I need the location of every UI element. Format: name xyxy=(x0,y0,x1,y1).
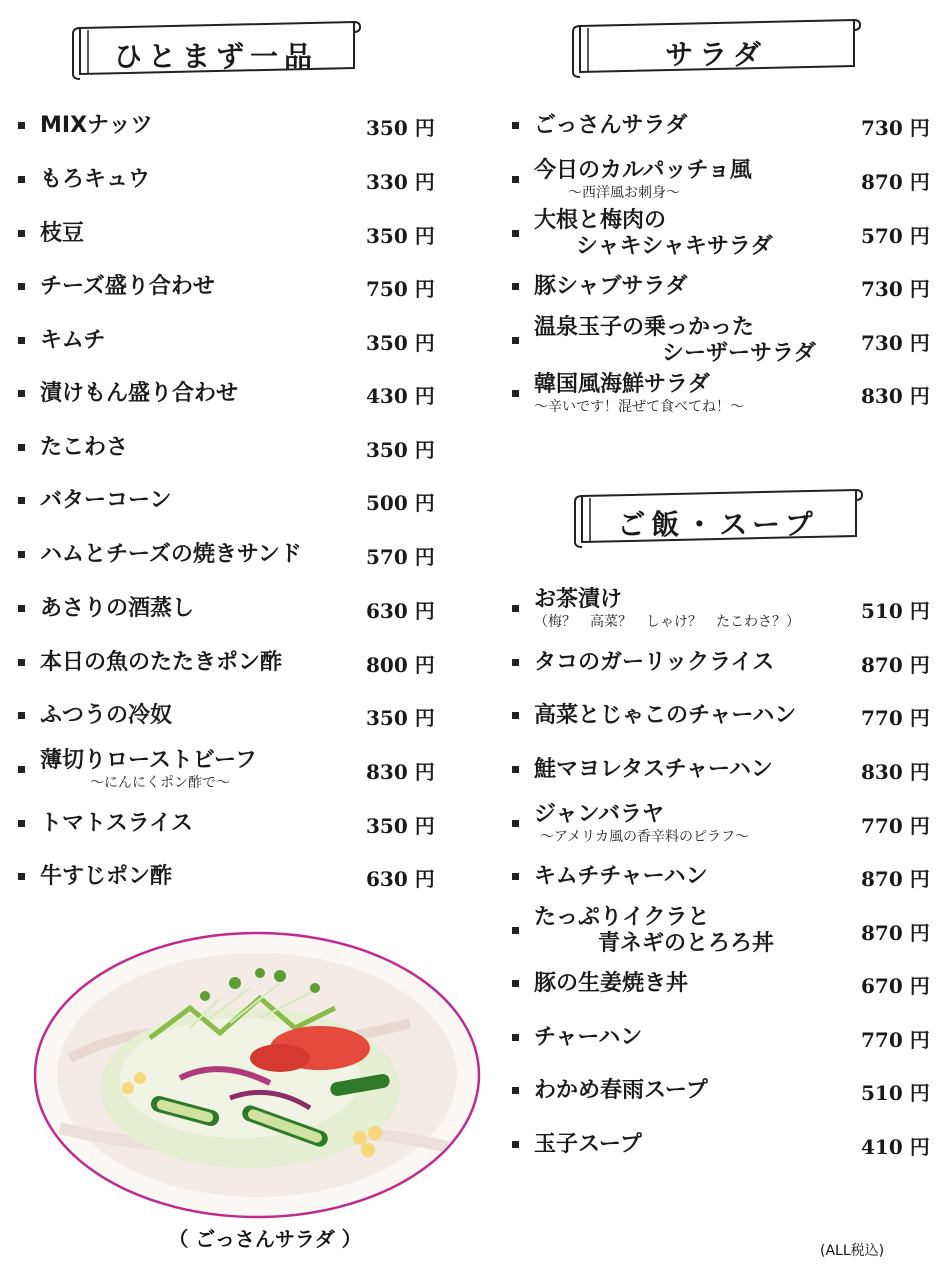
item-subtitle: ～西洋風お刺身～ xyxy=(568,185,680,201)
menu-item xyxy=(512,743,930,797)
section-title: ご飯・スープ xyxy=(617,508,819,541)
menu-item xyxy=(18,260,433,314)
item-name: 本日の魚のたたきポン酢 xyxy=(40,650,283,675)
bullet-icon xyxy=(18,390,25,397)
bullet-icon xyxy=(512,230,519,237)
section-banner-hitomazu xyxy=(70,18,362,80)
item-name: チーズ盛り合わせ xyxy=(40,274,215,299)
bullet-icon xyxy=(512,1087,519,1094)
item-price: 770 円 xyxy=(861,705,930,730)
item-name: キムチチャーハン xyxy=(534,864,708,889)
item-subtitle: ～にんにくポン酢で～ xyxy=(90,775,230,791)
bullet-icon xyxy=(512,176,519,183)
bullet-icon xyxy=(512,337,519,344)
item-name: 温泉玉子の乗っかった xyxy=(534,315,755,340)
item-price: 870 円 xyxy=(861,652,930,677)
item-name: バターコーン xyxy=(40,488,172,513)
salad-photo xyxy=(30,928,485,1223)
bullet-icon xyxy=(18,497,25,504)
item-name: 鮭マヨレタスチャーハン xyxy=(534,757,773,782)
item-name: わかめ春雨スープ xyxy=(534,1078,708,1103)
bullet-icon xyxy=(512,766,519,773)
item-name: 玉子スープ xyxy=(534,1132,642,1157)
section-title: ひとまず一品 xyxy=(113,40,318,73)
bullet-icon xyxy=(18,551,25,558)
menu-item xyxy=(18,421,433,475)
item-price: 570 円 xyxy=(366,544,435,569)
item-price: 350 円 xyxy=(366,330,435,355)
bullet-icon xyxy=(18,283,25,290)
menu-item xyxy=(18,207,433,261)
item-price: 730 円 xyxy=(861,276,930,301)
item-price: 510 円 xyxy=(861,598,930,623)
bullet-icon xyxy=(18,659,25,666)
photo-caption: （ ごっさんサラダ ） xyxy=(168,1226,362,1251)
item-price: 830 円 xyxy=(366,759,435,784)
bullet-icon xyxy=(18,873,25,880)
item-price: 500 円 xyxy=(366,490,435,515)
item-price: 670 円 xyxy=(861,973,930,998)
bullet-icon xyxy=(18,337,25,344)
item-name: 豚の生姜焼き丼 xyxy=(534,971,689,996)
bullet-icon xyxy=(512,873,519,880)
item-price: 350 円 xyxy=(366,705,435,730)
menu-item xyxy=(512,314,930,368)
item-price: 350 円 xyxy=(366,437,435,462)
item-price: 570 円 xyxy=(861,223,930,248)
item-name-line2: シャキシャキサラダ xyxy=(576,234,773,259)
item-name: トマトスライス xyxy=(40,811,193,836)
item-subtitle: ～アメリカ風の香辛料のピラフ～ xyxy=(540,829,750,845)
item-name: 漬けもん盛り合わせ xyxy=(40,381,239,406)
menu-item xyxy=(18,474,433,528)
item-price: 830 円 xyxy=(861,383,930,408)
item-price: 510 円 xyxy=(861,1080,930,1105)
menu-item xyxy=(18,99,433,153)
bullet-icon xyxy=(512,659,519,666)
bullet-icon xyxy=(512,927,519,934)
menu-item xyxy=(512,1011,930,1065)
item-name: 大根と梅肉の xyxy=(534,208,667,233)
menu-item xyxy=(18,528,433,582)
menu-item xyxy=(512,207,930,261)
menu-item xyxy=(512,689,930,743)
item-price: 350 円 xyxy=(366,223,435,248)
menu-item xyxy=(18,850,433,904)
item-name: 薄切りローストビーフ xyxy=(40,748,257,773)
menu-item xyxy=(512,153,930,207)
item-name: あさりの酒蒸し xyxy=(40,596,195,621)
menu-item xyxy=(512,797,930,851)
item-name: 今日のカルパッチョ風 xyxy=(534,158,752,183)
menu-item xyxy=(512,957,930,1011)
bullet-icon xyxy=(18,766,25,773)
item-name: 高菜とじゃこのチャーハン xyxy=(534,703,797,728)
item-name: 枝豆 xyxy=(40,221,85,246)
bullet-icon xyxy=(512,712,519,719)
bullet-icon xyxy=(18,444,25,451)
salad-plate-illustration xyxy=(30,928,485,1223)
item-name: タコのガーリックライス xyxy=(534,650,775,675)
item-name: ふつうの冷奴 xyxy=(40,703,173,728)
item-name: たこわさ xyxy=(40,435,129,460)
menu-item xyxy=(512,260,930,314)
bullet-icon xyxy=(18,820,25,827)
menu-item xyxy=(18,797,433,851)
bullet-icon xyxy=(18,712,25,719)
bullet-icon xyxy=(18,122,25,129)
item-name-line2: 青ネギのとろろ丼 xyxy=(598,931,775,956)
item-price: 770 円 xyxy=(861,813,930,838)
item-name: ごっさんサラダ xyxy=(534,113,688,138)
menu-item xyxy=(18,582,433,636)
bullet-icon xyxy=(512,980,519,987)
item-price: 830 円 xyxy=(861,759,930,784)
bullet-icon xyxy=(18,605,25,612)
bullet-icon xyxy=(512,122,519,129)
menu-item xyxy=(18,153,433,207)
menu-item xyxy=(512,582,930,636)
item-price: 870 円 xyxy=(861,920,930,945)
item-name: もろキュウ xyxy=(40,167,151,192)
bullet-icon xyxy=(512,820,519,827)
item-price: 800 円 xyxy=(366,652,435,677)
item-price: 410 円 xyxy=(861,1134,930,1159)
item-price: 730 円 xyxy=(861,115,930,140)
menu-item xyxy=(18,636,433,690)
section-banner-gohan xyxy=(572,486,864,548)
bullet-icon xyxy=(18,230,25,237)
item-name: たっぷりイクラと xyxy=(534,905,710,930)
bullet-icon xyxy=(512,605,519,612)
menu-item xyxy=(18,367,433,421)
section-banner-salad xyxy=(570,16,862,78)
menu-item xyxy=(512,99,930,153)
item-name: 牛すじポン酢 xyxy=(40,864,173,889)
menu-item xyxy=(512,636,930,690)
item-name: ジャンバラヤ xyxy=(534,802,665,827)
item-subtitle: ～辛いです！混ぜて食べてね！～ xyxy=(534,399,744,415)
item-name: 豚シャブサラダ xyxy=(534,274,688,299)
item-price: 870 円 xyxy=(861,169,930,194)
item-name: 韓国風海鮮サラダ xyxy=(534,372,710,397)
item-name: チャーハン xyxy=(534,1025,643,1050)
menu-item xyxy=(18,314,433,368)
bullet-icon xyxy=(512,283,519,290)
menu-item xyxy=(512,850,930,904)
menu-item xyxy=(512,904,930,958)
menu-item xyxy=(512,1118,930,1172)
section-title: サラダ xyxy=(665,38,767,71)
item-subtitle: （梅？ 高菜？ しゃけ？ たこわさ？） xyxy=(534,614,800,630)
menu-item xyxy=(512,1064,930,1118)
item-price: 350 円 xyxy=(366,115,435,140)
item-name-line2: シーザーサラダ xyxy=(662,341,816,366)
item-price: 430 円 xyxy=(366,383,435,408)
item-price: 730 円 xyxy=(861,330,930,355)
item-name: MIXナッツ xyxy=(40,113,153,138)
bullet-icon xyxy=(512,1141,519,1148)
item-price: 870 円 xyxy=(861,866,930,891)
bullet-icon xyxy=(18,176,25,183)
item-price: 750 円 xyxy=(366,276,435,301)
item-price: 350 円 xyxy=(366,813,435,838)
item-price: 330 円 xyxy=(366,169,435,194)
menu-item xyxy=(512,367,930,421)
item-name: お茶漬け xyxy=(534,587,623,612)
bullet-icon xyxy=(512,390,519,397)
bullet-icon xyxy=(512,1034,519,1041)
item-name: ハムとチーズの焼きサンド xyxy=(40,542,302,567)
tax-note: (ALL税込) xyxy=(820,1243,885,1259)
item-price: 630 円 xyxy=(366,598,435,623)
menu-item xyxy=(18,743,433,797)
item-price: 770 円 xyxy=(861,1027,930,1052)
menu-item xyxy=(18,689,433,743)
item-name: キムチ xyxy=(40,328,106,353)
item-price: 630 円 xyxy=(366,866,435,891)
